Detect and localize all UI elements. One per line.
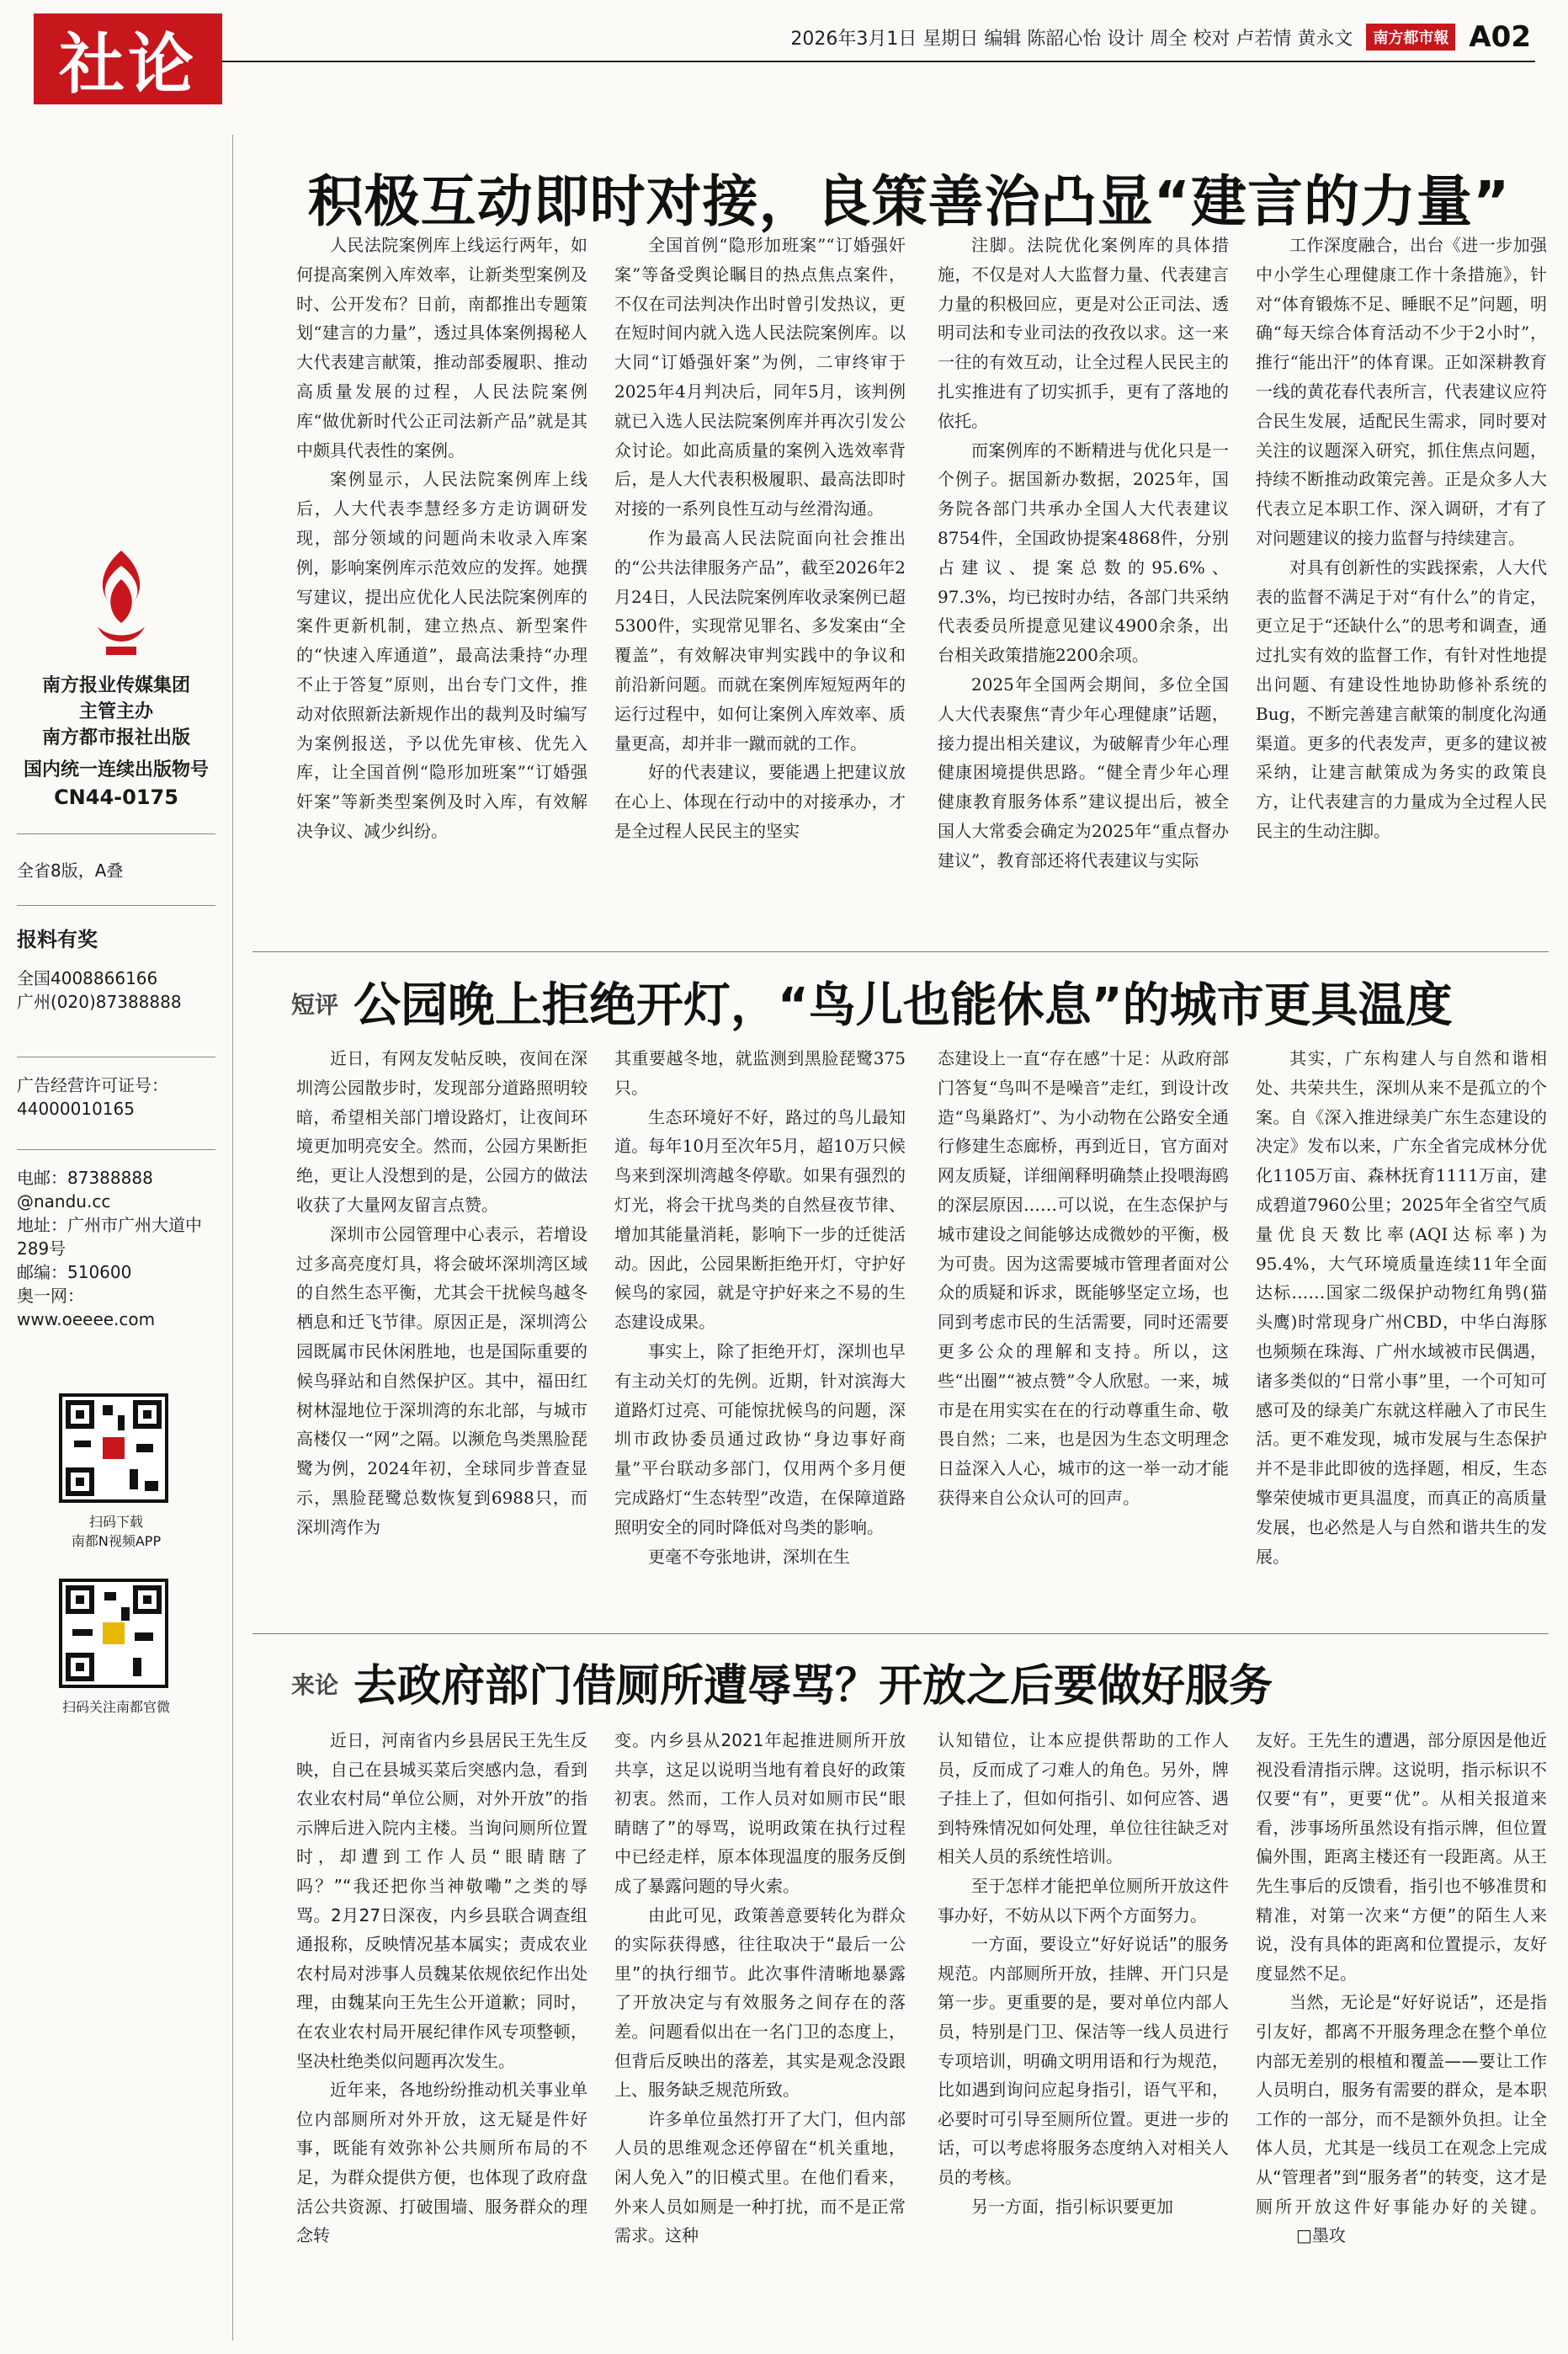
- article3-column-3: [938, 1726, 1229, 2341]
- app-qr-code[interactable]: [59, 1393, 168, 1503]
- article3-column-1: [296, 1726, 587, 2341]
- publisher-line: 主管主办: [78, 700, 153, 722]
- paragraph: 而案例库的不断精进与优化只是一个例子。据国新办数据，2025年，国务院各部门共承办全国人大代表建议8754件，全国政协提案4868件，分别占建议、提案总数的95.6%、97.3%，均已按时办结，各部门共采纳代表委员所提意见建议4900余条，出台相关政策措施2200余项。: [938, 439, 1229, 666]
- tip-hotline: 广州(020)87388888: [17, 991, 182, 1012]
- article2-column-1: [296, 1044, 587, 1600]
- ad-license-block: [17, 1073, 215, 1121]
- section-divider: [252, 951, 1549, 952]
- paragraph: 全国首例“隐形加班案”“订婚强奸案”等备受舆论瞩目的热点焦点案件，不仅在司法判决作出时曾引发热议，更在短时间内就入选人民法院案例库。以大同“订婚强奸案”为例，二审终审于2025年4月判决后，同年5月，该判例就已入选人民法院案例库并再次引发公众讨论。如此高质量的案例入选效率背后，是人大代表积极履职、最高法即时对接的一系列良性互动与丝滑沟通。: [614, 235, 906, 519]
- sidebar-divider: [17, 1149, 215, 1150]
- paragraph: 另一方面，指引标识要更加: [971, 2196, 1173, 2217]
- publisher-line: 南方报业传媒集团: [41, 675, 190, 696]
- cn-label: 国内统一连续出版物号: [23, 759, 209, 780]
- qr-caption: 扫码关注南都官微: [61, 1699, 170, 1715]
- paragraph: 人民法院案例库上线运行两年，如何提高案例入库效率，让新类型案例及时、公开发布？日前，南都推出专题策划“建言的力量”，透过具体案例揭秘人大代表建言献策，推动部委履职、推动高质量发展的过程，人民法院案例库“做优新时代公正司法新产品”就是其中颇具代表性的案例。: [296, 235, 587, 461]
- paragraph: 其实，广东构建人与自然和谐相处、共荣共生，深圳从来不是孤立的个案。自《深入推进绿美广东生态建设的决定》发布以来，广东全省完成林分优化1105万亩、森林抚育1111万亩，建成碧道7960公里；2025年全省空气质量优良天数比率(AQI达标率)为95.4%，大气环境质量连续11年全面达标……国家二级保护动物红角鸮(猫头鹰)时常现身广州CBD，中华白海豚也频频在珠海、广州水域被市民偶遇，诸多类似的“日常小事”里，一个可知可感可及的绿美广东就这样融入了市民生活。更不难发现，城市发展与生态保护并不是非此即彼的选择题，相反，生态擎荣使城市更具温度，而真正的高质量发展，也必然是人与自然和谐共生的发展。: [1256, 1048, 1547, 1567]
- tip-title: 报料有奖: [17, 928, 98, 951]
- article3-tag: 来论: [291, 1671, 339, 1699]
- paragraph: 许多单位虽然打开了大门，但内部人员的思维观念还停留在“机关重地，闲人免入”的旧模式里。在他们看来，外来人员如厕是一种打扰，而不是正常需求。这种: [614, 2108, 906, 2246]
- contact-line: 289号: [17, 1238, 66, 1259]
- paragraph: 生态环境好不好，路过的鸟儿最知道。每年10月至次年5月，超10万只候鸟来到深圳湾越冬停歇。如果有强烈的灯光，将会干扰鸟类的自然昼夜节律、增加其能量消耗，影响下一步的迁徙活动。因此，公园果断拒绝开灯，守护好候鸟的家园，就是守护好来之不易的生态建设成果。: [614, 1106, 906, 1333]
- article1-column-4: [1256, 231, 1547, 938]
- article2-tag: 短评: [291, 991, 339, 1019]
- article1-column-2: [614, 231, 906, 938]
- qr-caption: [17, 1511, 215, 1550]
- paragraph: 案例显示，人民法院案例库上线后，人大代表李慧经多方走访调研发现，部分领域的问题尚未收录入库案例，影响案例库示范效应的发挥。她撰写建议，提出应优化人民法院案例库的案件更新机制，建立热点、新型案件的“快速入库通道”，最高法秉持“办理不止于答复”原则，出台专门文件，推动对依照新法新规作出的裁判及时编写为案例报送，予以优先审核、优先入库，让全国首例“隐形加班案”“订婚强奸案”等新类型案例及时入库，有效解决争议、减少纠纷。: [296, 469, 587, 841]
- contact-line: 地址：广州市广州大道中: [17, 1215, 202, 1235]
- article2-column-2: [614, 1044, 906, 1600]
- contact-line: 电邮：87388888: [17, 1168, 153, 1188]
- article2-title: 公园晚上拒绝开灯，“鸟儿也能休息”的城市更具温度: [353, 978, 1453, 1033]
- paragraph: 深圳市公园管理中心表示，若增设过多高亮度灯具，将会破坏深圳湾区域的自然生态平衡，尤其会干扰候鸟越冬栖息和迁飞节律。原因正是，深圳湾公园既属市民休闲胜地，也是国际重要的候鸟驿站和自然保护区。其中，福田红树林湿地位于深圳湾的东北部，与城市高楼仅一“网”之隔。以濒危鸟类黑脸琵鹭为例，2024年初，全球同步普查显示，黑脸琵鹭总数恢复到6988只，而深圳湾作为: [296, 1223, 587, 1537]
- paragraph: 一方面，要设立“好好说话”的服务规范。内部厕所开放，挂牌、开门只是第一步。更重要的是，要对单位内部人员，特别是门卫、保洁等一线人员进行专项培训，明确文明用语和行为规范，比如遇到询问应起身指引，语气平和，必要时可引导至厕所位置。更进一步的话，可以考虑将服务态度纳入对相关人员的考核。: [938, 1934, 1229, 2187]
- paragraph: 认知错位，让本应提供帮助的工作人员，反而成了刁难人的角色。另外，牌子挂上了，但如何指引、如何应答、遇到特殊情况如何处理，单位往往缺乏对相关人员的系统性培训。: [938, 1730, 1229, 1867]
- paragraph: 作为最高人民法院面向社会推出的“公共法律服务产品”，截至2026年2月24日，人民法院案例库收录案例已超5300件，实现常见罪名、多发案由“全覆盖”，有效解决审判实践中的争议和前沿新问题。而就在案例库短短两年的运行过程中，如何让案例入库效率、质量更高，却并非一蹴而就的工作。: [614, 527, 906, 754]
- brand-logo: 南方都市報: [1366, 24, 1455, 51]
- paragraph: 工作深度融合，出台《进一步加强中小学生心理健康工作十条措施》，针对“体育锻炼不足、睡眠不足”问题，明确“每天综合体育活动不少于2小时”，推行“能出汗”的体育课。正如深耕教育一线的黄花春代表所言，代表建议应符合民生发展，适配民生需求，同时要对关注的议题深入研究，抓住焦点问题，持续不断推动政策完善。正是众多人大代表立足本职工作、深入调研，才有了对问题建议的接力监督与持续建言。: [1256, 235, 1547, 548]
- sidebar-divider: [17, 833, 215, 834]
- paragraph: 对具有创新性的实践探索，人大代表的监督不满足于对“有什么”的肯定，更立足于“还缺什么”的思考和调查，通过扎实有效的监督工作，有针对性地提出问题、有建设性地协助修补系统的Bug，不断完善建言献策的制度化沟通渠道。更多的代表发声，更多的建议被采纳，让建言献策成为务实的政策良方，让代表建言的力量成为全过程人民民主的生动注脚。: [1256, 557, 1547, 841]
- paragraph: 近日，河南省内乡县居民王先生反映，自己在县城买菜后突感内急，看到农业农村局“单位公厕，对外开放”的指示牌后进入院内主楼。当询问厕所位置时，却遭到工作人员“眼睛瞎了吗？”“我还把你当神敬嘞”之类的辱骂。2月27日深夜，内乡县联合调查组通报称，反映情况基本属实；责成农业农村局对涉事人员魏某依规依纪作出处理，由魏某向王先生公开道歉；同时，在农业农村局开展纪律作风专项整顿，坚决杜绝类似问题再次发生。: [296, 1730, 587, 2071]
- article3-byline: □墨攻: [1296, 2225, 1346, 2246]
- article3-title: 去政府部门借厕所遭辱骂？开放之后要做好服务: [353, 1661, 1273, 1712]
- contact-line: 邮编：510600: [17, 1262, 132, 1282]
- sidebar-divider-vertical: [232, 135, 233, 2341]
- paragraph: [1256, 1988, 1547, 2250]
- paragraph: 态建设上一直“存在感”十足：从政府部门答复“鸟叫不是噪音”走红，到设计改造“鸟巢路灯”、为小动物在公路安全通行修建生态廊桥，再到近日，官方面对网友质疑，详细阐释明确禁止投喂海鸥的深层原因……可以说，在生态保护与城市建设之间能够达成微妙的平衡，极为可贵。因为这需要城市管理者面对公众的质疑和诉求，既能够坚定立场，也同到考虑市民的生活需要，同时还需要更多公众的理解和支持。所以，这些“出圈”“被点赞”令人欣慰。一来，城市是在用实实在在的行动尊重生命、敬畏自然；二来，也是因为生态文明理念日益深入人心，城市的这一举一动才能获得来自公众认可的回声。: [938, 1048, 1229, 1508]
- page-number: A02: [1469, 20, 1531, 54]
- article3-column-2: [614, 1726, 906, 2341]
- issue-line: [790, 20, 1531, 54]
- edition-note: 全省8版，A叠: [17, 860, 124, 881]
- paragraph: 近日，有网友发帖反映，夜间在深圳湾公园散步时，发现部分道路照明较暗，希望相关部门增设路灯，让夜间环境更加明亮安全。然而，公园方果断拒绝，更让人没想到的是，公园方的做法收获了大量网友留言点赞。: [296, 1048, 587, 1215]
- paragraph: 变。内乡县从2021年起推进厕所开放共享，这足以说明当地有着良好的政策初衷。然而，工作人员对如厕市民“眼睛瞎了”的辱骂，说明政策在执行过程中已经走样，原本体现温度的服务反倒成了暴露问题的导火索。: [614, 1730, 906, 1896]
- contact-line: @nandu.cc: [17, 1191, 111, 1212]
- paragraph: 至于怎样才能把单位厕所开放这件事办好，不妨从以下两个方面努力。: [938, 1875, 1229, 1925]
- publisher-block: [17, 674, 215, 751]
- qr-caption-line: 南都N视频APP: [71, 1533, 162, 1549]
- article1-column-1: [296, 231, 587, 938]
- ad-license-label: 广告经营许可证号：: [17, 1075, 168, 1095]
- ad-license-number: 44000010165: [17, 1099, 135, 1119]
- sidebar-divider: [17, 905, 215, 906]
- contact-block: [17, 1166, 215, 1331]
- paragraph: 更毫不夸张地讲，深圳在生: [648, 1546, 850, 1567]
- article2-column-4: [1256, 1044, 1547, 1600]
- issue-date-editors: 2026年3月1日 星期日 编辑 陈韶心怡 设计 周全 校对 卢若情 黄永文: [790, 28, 1353, 50]
- tip-hotline: 全国4008866166: [17, 967, 158, 988]
- cn-block: [17, 758, 215, 812]
- paragraph: 事实上，除了拒绝开灯，深圳也早有主动关灯的先例。近期，针对滨海大道路灯过亮、可能惊扰候鸟的问题，深圳市政协委员通过政协“身边事好商量”平台联动多部门，仅用两个多月便完成路灯“生态转型”改造，在保障道路照明安全的同时降低对鸟类的影响。: [614, 1340, 906, 1537]
- paragraph: 由此可见，政策善意要转化为群众的实际获得感，往往取决于“最后一公里”的执行细节。此次事件清晰地暴露了开放决定与有效服务之间存在的落差。问题看似出在一名门卫的态度上，但背后反映出的落差，其实是观念没跟上、服务缺乏规范所致。: [614, 1904, 906, 2101]
- publisher-line: 南方都市报社出版: [41, 727, 190, 748]
- paragraph-text: 当然，无论是“好好说话”，还是指引友好，都离不开服务理念在整个单位内部无差别的根植和覆盖——要让工作人员明白，服务有需要的群众，是本职工作的一部分，而不是额外负担。让全体人员，尤其是一线员工在观念上完成从“管理者”到“服务者”的转变，这才是厕所开放这件好事能办好的关键。: [1256, 1992, 1547, 2217]
- paragraph: 注脚。法院优化案例库的具体措施，不仅是对人大监督力量、代表建言力量的积极回应，更是对公正司法、透明司法和专业司法的孜孜以求。这一来一往的有效互动，让全过程人民民主的扎实推进有了切实抓手，更有了落地的依托。: [938, 235, 1229, 431]
- article1-column-3: [938, 231, 1229, 938]
- cn-number: CN44-0175: [54, 785, 178, 809]
- weibo-qr-code[interactable]: [59, 1579, 168, 1688]
- paragraph: 友好。王先生的遭遇，部分原因是他近视没看清指示牌。这说明，指示标识不仅要“有”，更要“优”。从相关报道来看，涉事场所虽然设有指示牌，但位置偏外围，距离主楼还有一段距离。从王先生事后的反馈看，指引也不够准贯和精准，对第一次来“方便”的陌生人来说，没有具体的距离和位置提示，友好度显然不足。: [1256, 1730, 1547, 1984]
- article3-column-4: [1256, 1726, 1547, 2341]
- header-rule: [222, 61, 1535, 62]
- paragraph: 其重要越冬地，就监测到黑脸琵鹭375只。: [614, 1048, 906, 1098]
- article2-column-3: [938, 1044, 1229, 1600]
- paragraph: 好的代表建议，要能遇上把建议放在心上、体现在行动中的对接承办，才是全过程人民民主的坚实: [614, 762, 906, 841]
- section-masthead: 社论: [34, 13, 222, 104]
- group-logo-icon: [81, 546, 162, 663]
- website-link[interactable]: www.oeeee.com: [17, 1309, 156, 1329]
- tip-block: [17, 926, 215, 1014]
- paragraph: 近年来，各地纷纷推动机关事业单位内部厕所对外开放，这无疑是件好事，既能有效弥补公共厕所布局的不足，为群众提供方便，也体现了政府盘活公共资源、打破围墙、服务群众的理念转: [296, 2080, 587, 2246]
- article1-title: 积极互动即时对接，良策善治凸显“建言的力量”: [307, 169, 1511, 234]
- section-divider: [252, 1633, 1549, 1634]
- paragraph: 2025年全国两会期间，多位全国人大代表聚焦“青少年心理健康”话题，接力提出相关建议，为破解青少年心理健康困境提供思路。“健全青少年心理健康教育服务体系”建议提出后，被全国人大常委会确定为2025年“重点督办建议”，教育部还将代表建议与实际: [938, 674, 1229, 871]
- contact-line: 奥一网：: [17, 1286, 84, 1306]
- qr-caption-line: 扫码下载: [88, 1514, 143, 1530]
